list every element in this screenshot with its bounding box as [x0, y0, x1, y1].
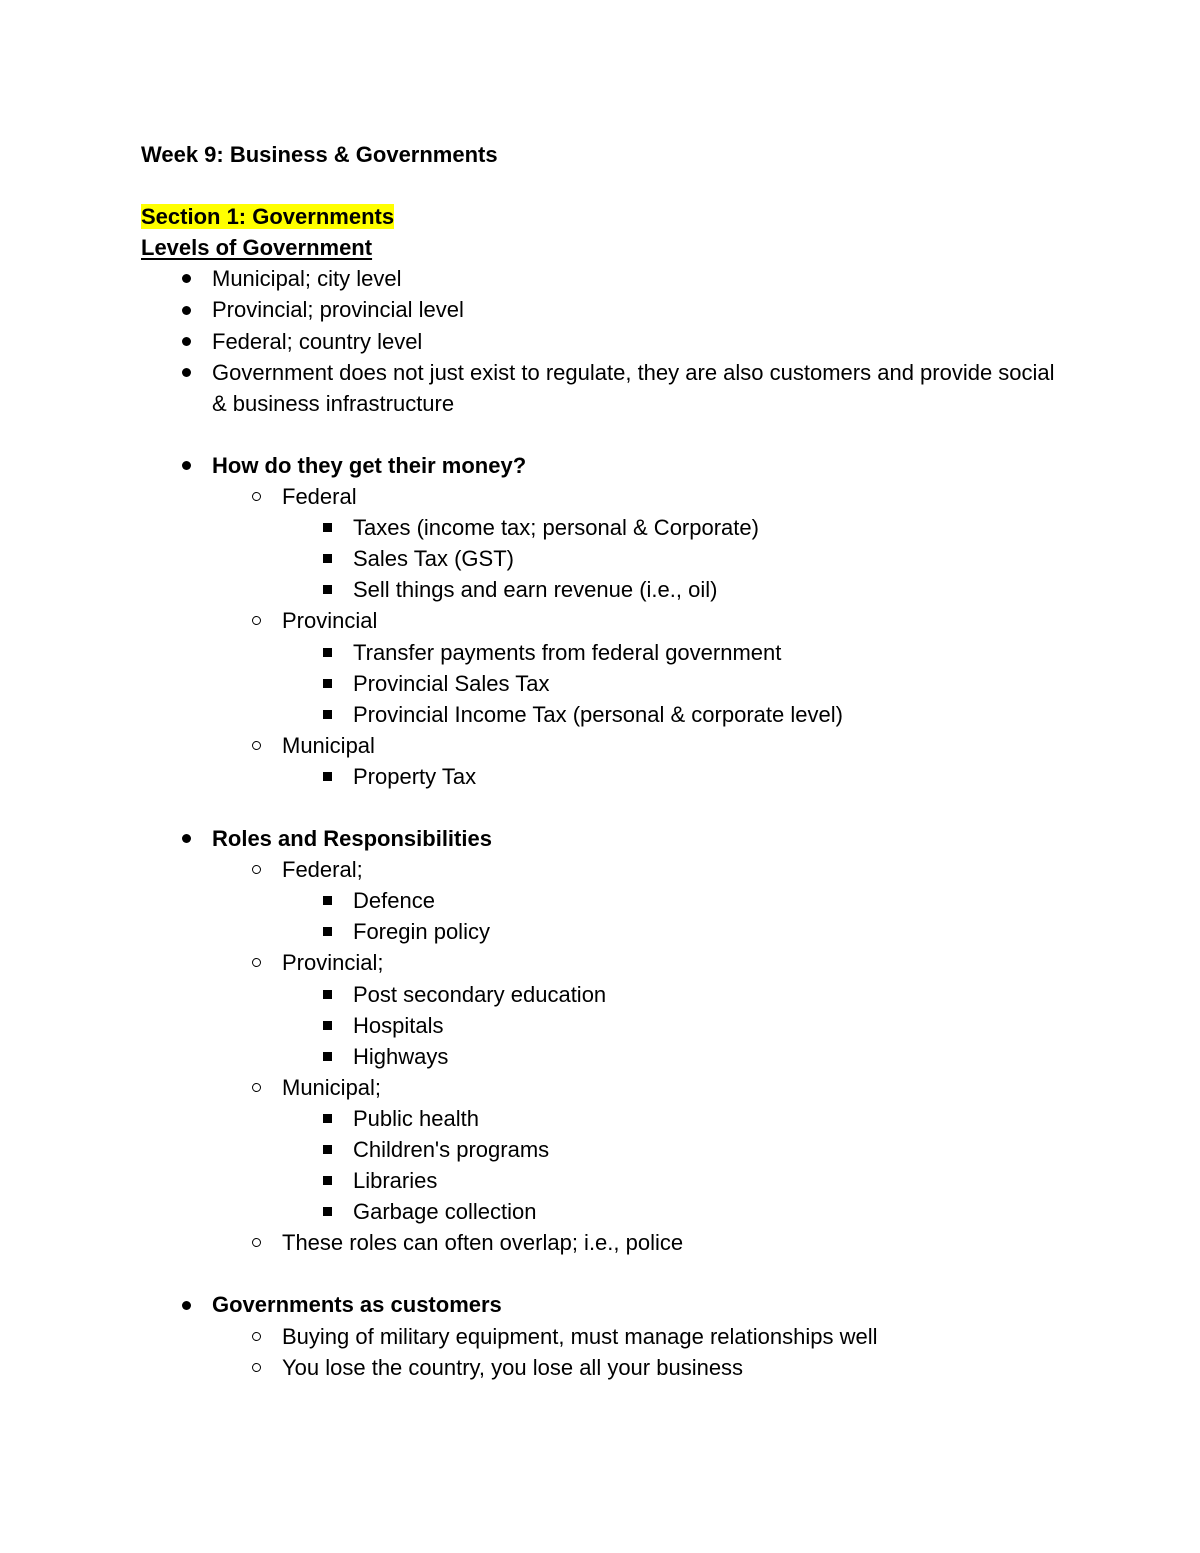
document-title: Week 9: Business & Governments — [141, 142, 498, 167]
list-item: How do they get their money? — [141, 450, 1081, 481]
blank-line — [141, 419, 1081, 450]
bullet-dot-icon — [174, 823, 198, 854]
blank-line — [141, 1258, 1081, 1289]
blank-line — [141, 170, 1081, 201]
bullet-square-icon — [315, 668, 339, 699]
list-item: Foregin policy — [141, 916, 1081, 947]
bullet-dot-icon — [174, 294, 198, 325]
bullet-square-icon — [315, 1010, 339, 1041]
list-item: Federal; — [141, 854, 1081, 885]
list-item: Roles and Responsibilities — [141, 823, 1081, 854]
list-item: Municipal; city level — [141, 263, 1081, 294]
bullet-circle-icon — [244, 1227, 268, 1258]
list-item: Post secondary education — [141, 979, 1081, 1010]
list-item: Provincial; provincial level — [141, 294, 1081, 325]
bullet-square-icon — [315, 885, 339, 916]
list-item: Highways — [141, 1041, 1081, 1072]
bullet-circle-icon — [244, 1352, 268, 1383]
list-item: Property Tax — [141, 761, 1081, 792]
list-item: Federal; country level — [141, 326, 1081, 357]
list-item: Hospitals — [141, 1010, 1081, 1041]
bullet-circle-icon — [244, 854, 268, 885]
bullet-square-icon — [315, 574, 339, 605]
bullet-dot-icon — [174, 450, 198, 481]
list-item: These roles can often overlap; i.e., police — [141, 1227, 1081, 1258]
list-item: Garbage collection — [141, 1196, 1081, 1227]
bullet-dot-icon — [174, 263, 198, 294]
bullet-square-icon — [315, 1103, 339, 1134]
bullet-circle-icon — [244, 730, 268, 761]
bullet-square-icon — [315, 699, 339, 730]
list-item: Provincial Income Tax (personal & corporate level) — [141, 699, 1081, 730]
list-item: Public health — [141, 1103, 1081, 1134]
bullet-circle-icon — [244, 481, 268, 512]
document-body — [141, 139, 1081, 1383]
bullet-square-icon — [315, 1041, 339, 1072]
bullet-square-icon — [315, 979, 339, 1010]
bullet-square-icon — [315, 637, 339, 668]
bullet-square-icon — [315, 761, 339, 792]
list-item: Government does not just exist to regulate, they are also customers and provide social & business infrastructure — [141, 357, 1072, 419]
bullet-circle-icon — [244, 1072, 268, 1103]
bullet-square-icon — [315, 916, 339, 947]
list-item: Transfer payments from federal government — [141, 637, 1081, 668]
list-item: Buying of military equipment, must manage relationships well — [141, 1321, 1081, 1352]
list-item: Provincial — [141, 605, 1081, 636]
bullet-circle-icon — [244, 1321, 268, 1352]
bullet-square-icon — [315, 1165, 339, 1196]
list-item: Libraries — [141, 1165, 1081, 1196]
bullet-dot-icon — [174, 326, 198, 357]
section-heading: Section 1: Governments — [141, 204, 395, 230]
list-item: You lose the country, you lose all your business — [141, 1352, 1081, 1383]
bullet-square-icon — [315, 1196, 339, 1227]
list-item: Federal — [141, 481, 1081, 512]
bullet-square-icon — [315, 512, 339, 543]
list-item: Provincial; — [141, 947, 1081, 978]
list-item: Defence — [141, 885, 1081, 916]
blank-line — [141, 792, 1081, 823]
bullet-dot-icon — [174, 357, 198, 388]
list-item: Governments as customers — [141, 1289, 1081, 1320]
list-item: Provincial Sales Tax — [141, 668, 1081, 699]
bullet-circle-icon — [244, 605, 268, 636]
levels-heading: Levels of Government — [141, 235, 373, 261]
bullet-square-icon — [315, 1134, 339, 1165]
bullet-circle-icon — [244, 947, 268, 978]
bullet-dot-icon — [174, 1289, 198, 1320]
list-item: Sales Tax (GST) — [141, 543, 1081, 574]
list-item: Taxes (income tax; personal & Corporate) — [141, 512, 1081, 543]
list-item: Municipal — [141, 730, 1081, 761]
list-item: Municipal; — [141, 1072, 1081, 1103]
bullet-square-icon — [315, 543, 339, 574]
list-item: Children's programs — [141, 1134, 1081, 1165]
list-item: Sell things and earn revenue (i.e., oil) — [141, 574, 1081, 605]
